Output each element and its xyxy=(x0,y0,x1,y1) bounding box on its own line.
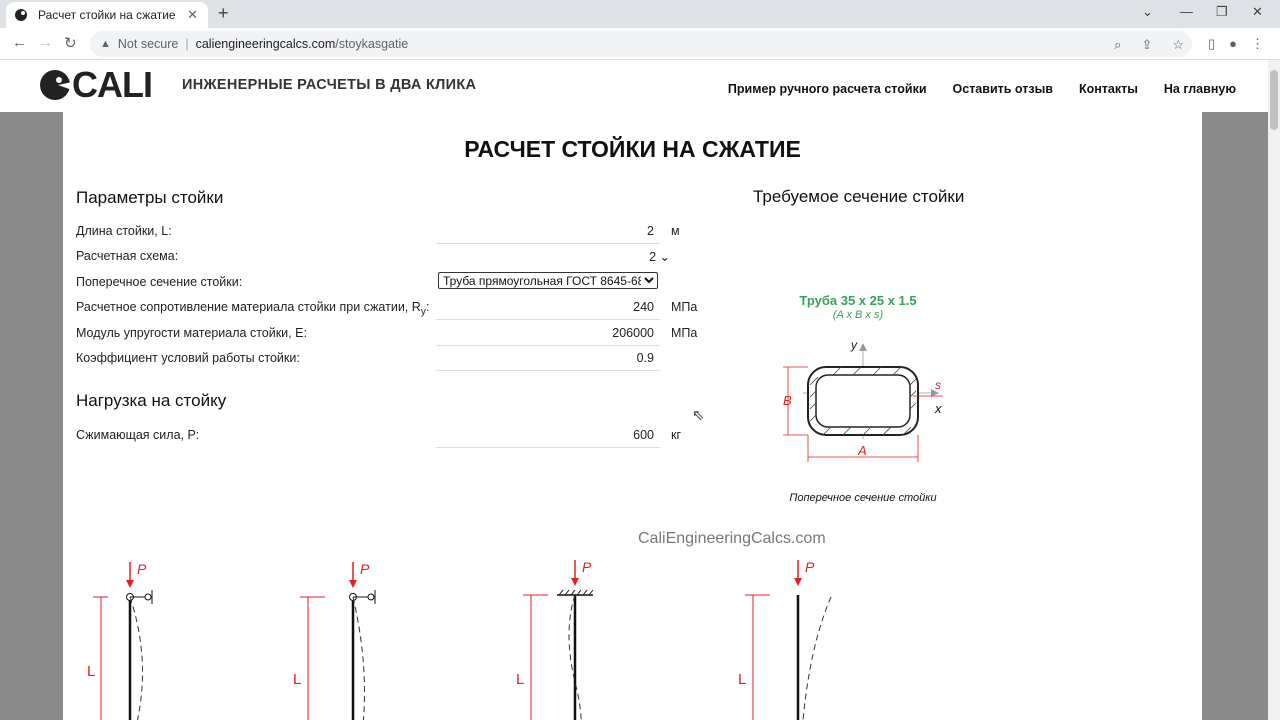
zoom-icon[interactable]: ⌕ xyxy=(1114,37,1122,52)
logo-mark-icon xyxy=(38,68,72,102)
browser-tab-strip xyxy=(0,0,1280,28)
mouse-cursor-icon: ⇖ xyxy=(692,407,705,424)
share-icon[interactable]: ⇪ xyxy=(1141,37,1153,52)
section-select[interactable] xyxy=(438,272,658,289)
browser-tab[interactable] xyxy=(6,2,208,28)
tab-search-icon[interactable]: ⌄ xyxy=(1142,4,1153,19)
ry-label-colon: : xyxy=(425,300,430,314)
label-s: s xyxy=(935,378,941,392)
logo-text: CALI xyxy=(72,64,152,105)
load-heading: Нагрузка на стойку xyxy=(76,391,227,410)
ry-unit: МПа xyxy=(671,300,698,314)
page-viewport xyxy=(0,60,1268,720)
security-status: Not secure xyxy=(117,37,179,51)
params-heading: Параметры стойки xyxy=(76,188,224,207)
scheme-1-arrowhead xyxy=(126,580,134,588)
ry-label-sub: y xyxy=(420,306,426,318)
force-unit: кг xyxy=(671,428,682,442)
menu-icon[interactable]: ⋮ xyxy=(1251,36,1264,51)
close-window-icon[interactable]: ✕ xyxy=(1252,4,1263,19)
scheme-3-arrowhead xyxy=(571,578,579,586)
coef-row xyxy=(76,347,696,371)
top-nav xyxy=(728,82,1236,96)
section-panel-title: Требуемое сечение стойки xyxy=(753,187,965,206)
section-result-name: Труба 35 х 25 х 1.5 xyxy=(799,293,917,308)
ry-label xyxy=(76,300,429,318)
nav-feedback[interactable]: Оставить отзыв xyxy=(952,82,1053,96)
scheme-1-roller xyxy=(145,594,151,600)
e-input[interactable]: 206000 xyxy=(436,326,660,346)
y-axis-arrow xyxy=(859,343,867,351)
scheme-label: Расчетная схема: xyxy=(76,249,179,263)
maximize-icon[interactable]: ❐ xyxy=(1216,4,1228,19)
label-a: A xyxy=(858,443,867,458)
omnibox-actions xyxy=(1114,37,1184,53)
bookmark-star-icon[interactable]: ☆ xyxy=(1172,37,1184,52)
label-y: y xyxy=(851,338,857,352)
scheme-3[interactable] xyxy=(516,559,593,720)
chevron-down-icon: ⌄ xyxy=(659,250,670,264)
force-label: Сжимающая сила, P: xyxy=(76,428,200,442)
length-row xyxy=(76,220,696,244)
scheme-4[interactable] xyxy=(738,559,831,720)
url-host: caliengineeringcalcs.com xyxy=(195,37,336,51)
calculator-panel xyxy=(63,112,1202,720)
site-header xyxy=(0,60,1268,112)
e-row xyxy=(76,322,696,346)
tube-inner xyxy=(816,375,910,427)
scheme-3-l-label: L xyxy=(516,671,525,688)
scheme-4-buckled-shape xyxy=(800,597,831,720)
section-result-dims: (A x B x s) xyxy=(832,309,884,321)
scheme-select[interactable] xyxy=(616,249,676,269)
browser-tab-title: Расчет стойки на сжатие xyxy=(38,8,176,22)
minimize-icon[interactable]: — xyxy=(1180,4,1193,19)
scheme-2-l-label: L xyxy=(293,671,302,688)
force-row xyxy=(76,424,696,448)
site-favicon-icon xyxy=(14,8,28,22)
scheme-4-arrowhead xyxy=(794,578,802,586)
nav-home[interactable]: На главную xyxy=(1163,82,1236,96)
force-input[interactable]: 600 xyxy=(436,428,660,448)
address-separator: | xyxy=(185,37,189,51)
section-caption: Поперечное сечение стойки xyxy=(789,492,937,504)
scheme-3-p-label: P xyxy=(582,559,592,575)
page-scrollbar[interactable] xyxy=(1268,60,1280,720)
sidepanel-icon[interactable]: ▯ xyxy=(1207,36,1216,51)
scheme-2[interactable] xyxy=(293,561,375,720)
cross-section-diagram xyxy=(763,337,963,477)
scheme-2-buckled-shape xyxy=(353,597,365,720)
watermark: CaliEngineeringCalcs.com xyxy=(638,530,826,547)
scheme-4-p-label: P xyxy=(805,559,815,575)
close-tab-icon[interactable]: ✕ xyxy=(187,7,198,22)
schemes-diagram xyxy=(63,552,963,720)
logo[interactable] xyxy=(38,64,152,105)
scheme-4-l-label: L xyxy=(738,671,747,688)
label-b: B xyxy=(783,393,792,408)
browser-toolbar xyxy=(0,28,1280,60)
e-label: Модуль упругости материала стойки, E: xyxy=(76,326,307,340)
back-icon[interactable]: ← xyxy=(12,34,27,51)
scheme-2-p-label: P xyxy=(360,561,370,577)
ry-label-text: Расчетное сопротивление материала стойки при сжатии, R xyxy=(76,300,421,314)
page-title: РАСЧЕТ СТОЙКИ НА СЖАТИЕ xyxy=(464,136,801,162)
nav-manual-example[interactable]: Пример ручного расчета стойки xyxy=(727,82,927,96)
extensions xyxy=(1208,36,1264,52)
section-row xyxy=(76,271,696,295)
ry-row xyxy=(76,296,696,320)
forward-icon[interactable]: → xyxy=(38,34,53,51)
scheme-1-p-label: P xyxy=(137,561,147,577)
e-unit: МПа xyxy=(671,326,698,340)
label-x: x xyxy=(935,401,942,416)
scheme-1[interactable] xyxy=(87,561,152,720)
scheme-1-buckled-shape xyxy=(130,597,143,720)
coef-label: Коэффициент условий работы стойки: xyxy=(76,351,300,365)
new-tab-icon[interactable]: + xyxy=(218,3,229,23)
ry-input[interactable]: 240 xyxy=(436,300,660,320)
address-bar[interactable] xyxy=(90,31,1192,57)
scrollbar-thumb[interactable] xyxy=(1270,70,1278,130)
url-path: /stoykasgatie xyxy=(335,37,409,51)
scheme-2-arrowhead xyxy=(349,580,357,588)
section-label: Поперечное сечение стойки: xyxy=(76,275,243,289)
warning-icon: ▲ xyxy=(100,38,111,50)
length-input[interactable]: 2 xyxy=(436,224,660,244)
extension-icon[interactable]: ● xyxy=(1229,36,1237,51)
reload-icon[interactable]: ↻ xyxy=(64,35,77,52)
length-unit: м xyxy=(671,224,680,238)
scheme-row xyxy=(76,245,696,269)
scheme-1-l-label: L xyxy=(87,663,96,680)
length-label: Длина стойки, L: xyxy=(76,224,172,238)
scheme-value: 2 xyxy=(649,250,657,264)
site-tagline: ИНЖЕНЕРНЫЕ РАСЧЕТЫ В ДВА КЛИКА xyxy=(182,77,477,93)
nav-contacts[interactable]: Контакты xyxy=(1078,82,1138,96)
scheme-2-roller xyxy=(368,594,374,600)
coef-input[interactable]: 0.9 xyxy=(436,351,660,371)
